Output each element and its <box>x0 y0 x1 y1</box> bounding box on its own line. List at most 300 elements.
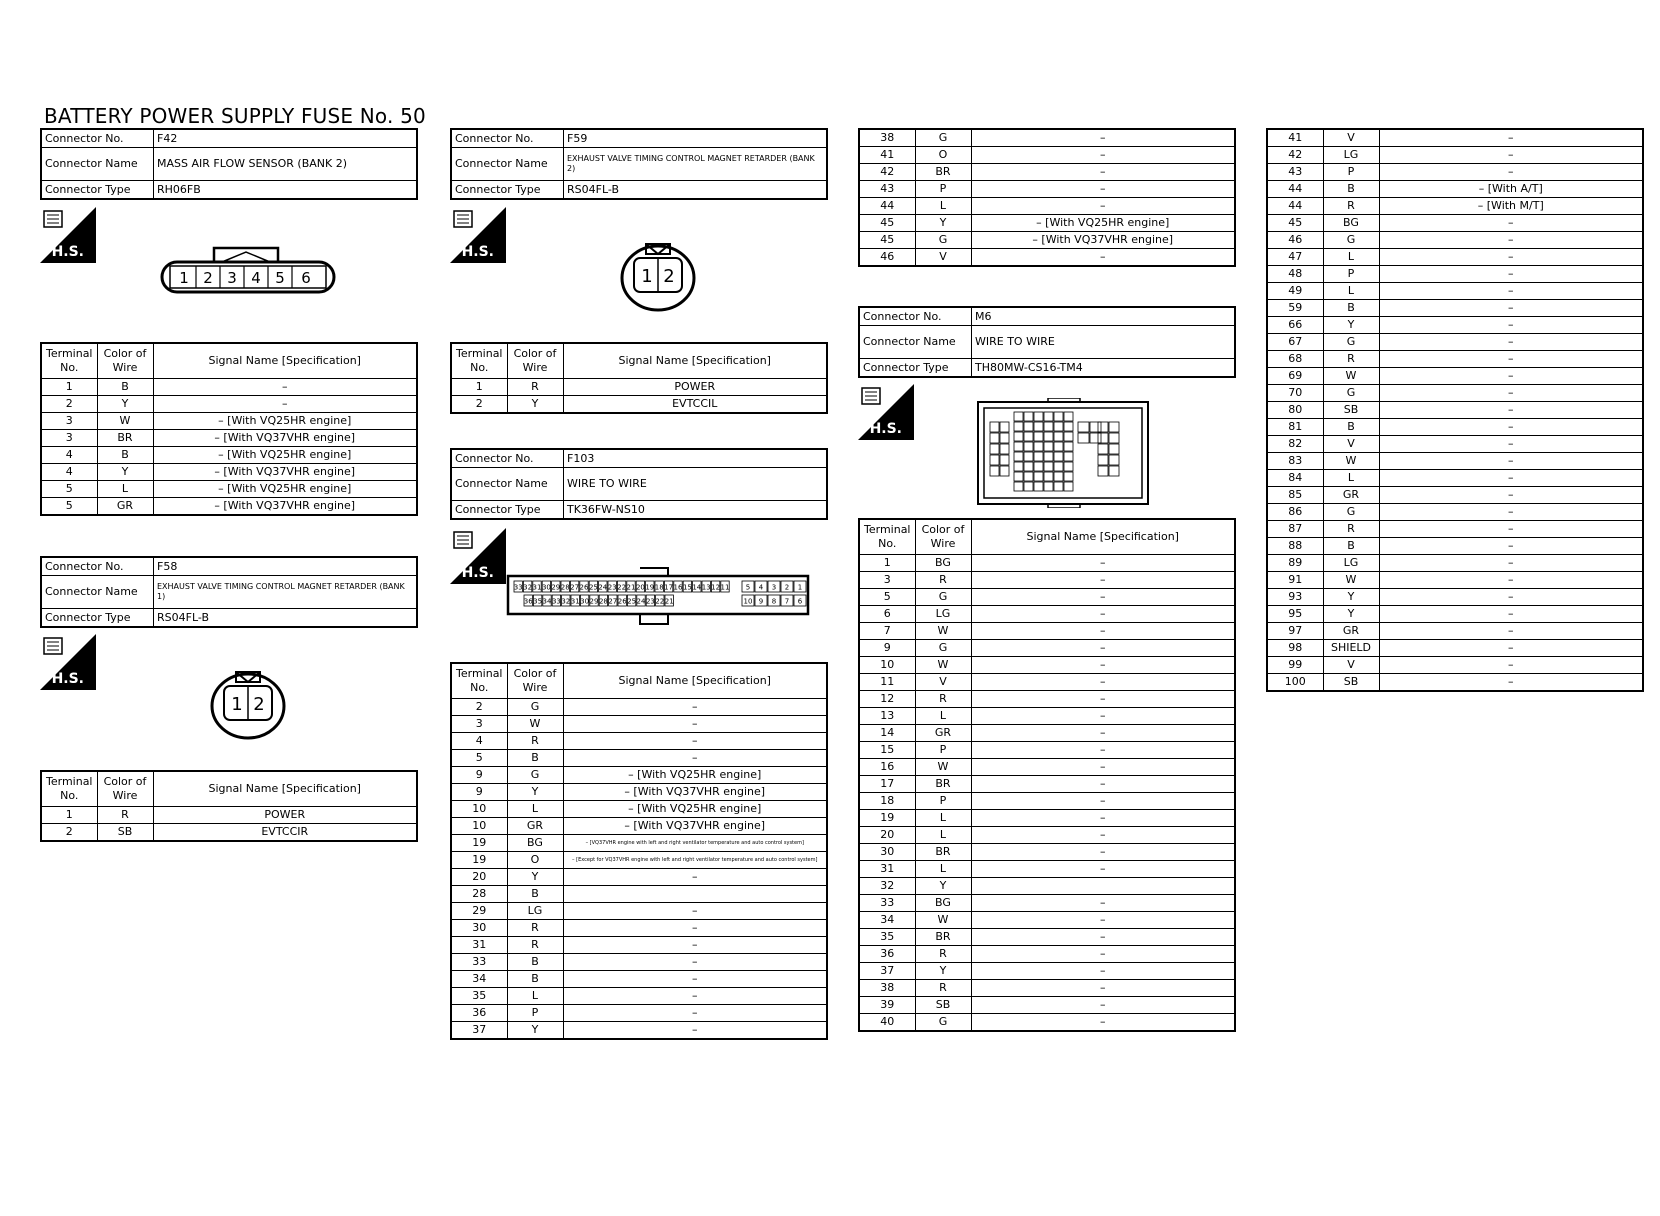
signal-name-cell: – <box>971 776 1235 793</box>
table-row <box>859 1014 1235 1032</box>
wire-color-cell: L <box>915 708 971 725</box>
wire-color-cell: L <box>1323 249 1379 266</box>
signal-name-cell: – [With VQ25HR engine] <box>153 413 417 430</box>
terminal-no-cell: 41 <box>1267 129 1323 147</box>
terminal-no-cell: 1 <box>41 807 97 824</box>
terminal-no-cell: 47 <box>1267 249 1323 266</box>
signal-name-cell <box>563 886 827 903</box>
terminal-no-cell: 95 <box>1267 606 1323 623</box>
terminal-no-cell: 82 <box>1267 436 1323 453</box>
terminal-no-cell: 66 <box>1267 317 1323 334</box>
cavity-cell <box>990 466 999 476</box>
signal-name-cell: – [With VQ25HR engine] <box>971 215 1235 232</box>
signal-name-cell: – <box>1379 419 1643 436</box>
cavity-cell <box>1014 442 1023 451</box>
wire-color-cell: G <box>1323 504 1379 521</box>
wire-color-cell: GR <box>1323 623 1379 640</box>
table-row <box>451 750 827 767</box>
terminal-no-cell: 97 <box>1267 623 1323 640</box>
wire-color-cell: L <box>1323 283 1379 300</box>
signal-name-cell: – <box>563 869 827 886</box>
cavity-cell <box>1044 452 1053 461</box>
wire-color-cell: L <box>915 198 971 215</box>
wire-color-cell: B <box>507 971 563 988</box>
label-connector-no: Connector No. <box>859 307 972 326</box>
pin-label: 34 <box>542 597 552 606</box>
signal-name-cell: – <box>1379 164 1643 181</box>
terminal-no-cell: 19 <box>859 810 915 827</box>
pin-label: 1 <box>231 694 243 715</box>
terminal-table-f103 <box>450 662 828 1040</box>
terminal-table-f59 <box>450 342 828 414</box>
label-connector-type: Connector Type <box>41 181 154 200</box>
table-row <box>859 844 1235 861</box>
signal-name-cell: – <box>971 657 1235 674</box>
signal-name-cell: – <box>563 1005 827 1022</box>
cavity-cell <box>1014 422 1023 431</box>
terminal-no-cell: 99 <box>1267 657 1323 674</box>
table-row <box>1267 181 1643 198</box>
pin-label: 29 <box>589 597 599 606</box>
table-row <box>859 198 1235 215</box>
table-row <box>859 674 1235 691</box>
wire-color-cell: R <box>1323 521 1379 538</box>
wire-color-cell: B <box>1323 300 1379 317</box>
wire-color-cell: G <box>1323 334 1379 351</box>
pin-label: 1 <box>179 269 189 287</box>
signal-name-cell: – <box>971 249 1235 267</box>
signal-name-cell: – <box>1379 317 1643 334</box>
connector-info-f58 <box>40 556 418 628</box>
wire-color-cell: R <box>507 920 563 937</box>
table-row <box>451 818 827 835</box>
signal-name-cell: – <box>1379 640 1643 657</box>
wire-color-cell: R <box>1323 351 1379 368</box>
signal-name-cell: – <box>1379 402 1643 419</box>
wire-color-cell: Y <box>1323 317 1379 334</box>
cavity-cell <box>1109 444 1119 454</box>
table-row <box>1267 589 1643 606</box>
cavity-cell <box>1054 452 1063 461</box>
label-connector-no: Connector No. <box>41 129 154 148</box>
terminal-no-cell: 84 <box>1267 470 1323 487</box>
table-row <box>859 980 1235 997</box>
pin-label: 22 <box>617 583 627 592</box>
terminal-no-cell: 69 <box>1267 368 1323 385</box>
terminal-no-cell: 42 <box>1267 147 1323 164</box>
terminal-no-cell: 86 <box>1267 504 1323 521</box>
pin-label: 26 <box>617 597 627 606</box>
cavity-cell <box>1044 432 1053 441</box>
terminal-no-cell: 4 <box>41 464 97 481</box>
connector-face-f58 <box>208 668 288 740</box>
pin-label: 24 <box>636 597 646 606</box>
cavity-cell <box>1098 422 1108 432</box>
signal-name-cell: – <box>563 903 827 920</box>
harness-side-icon <box>40 634 96 690</box>
table-row <box>859 725 1235 742</box>
cavity-cell <box>1078 422 1089 432</box>
terminal-no-cell: 10 <box>451 801 507 818</box>
signal-name-cell: – <box>971 997 1235 1014</box>
signal-name-cell: – <box>1379 385 1643 402</box>
connector-no-value: F58 <box>154 557 418 576</box>
pin-label: 2 <box>784 583 790 592</box>
table-row <box>1267 606 1643 623</box>
signal-name-cell: – <box>563 988 827 1005</box>
wire-color-cell: R <box>915 946 971 963</box>
signal-name-cell: – <box>1379 504 1643 521</box>
table-row <box>859 793 1235 810</box>
signal-name-cell: – <box>1379 334 1643 351</box>
cavity-cell <box>1044 442 1053 451</box>
cavity-cell <box>1034 452 1043 461</box>
pin-label: 11 <box>720 583 730 592</box>
pin-label: 25 <box>627 597 637 606</box>
label-connector-name: Connector Name <box>859 326 972 359</box>
wire-color-cell: SB <box>1323 674 1379 692</box>
cavity-cell <box>1064 432 1073 441</box>
signal-name-cell: – <box>971 606 1235 623</box>
signal-name-cell: – <box>1379 572 1643 589</box>
terminal-no-cell: 15 <box>859 742 915 759</box>
signal-name-cell: – <box>1379 555 1643 572</box>
cavity-cell <box>1098 455 1108 465</box>
signal-name-cell: – [With VQ37VHR engine] <box>153 498 417 516</box>
table-row <box>1267 521 1643 538</box>
signal-name-cell: – <box>1379 436 1643 453</box>
wire-color-cell: Y <box>97 396 153 413</box>
terminal-no-cell: 38 <box>859 980 915 997</box>
wire-color-cell: V <box>915 674 971 691</box>
pin-label: 1 <box>641 266 653 287</box>
table-row <box>859 640 1235 657</box>
pin-label: 23 <box>607 583 617 592</box>
label-connector-type: Connector Type <box>451 181 564 200</box>
terminal-no-cell: 12 <box>859 691 915 708</box>
pin-label: 18 <box>654 583 664 592</box>
cavity-cell <box>1014 432 1023 441</box>
wire-color-cell: GR <box>1323 487 1379 504</box>
cavity-cell <box>1024 412 1033 421</box>
terminal-no-cell: 5 <box>859 589 915 606</box>
signal-name-cell: – <box>1379 589 1643 606</box>
hs-label: H.S. <box>461 565 494 581</box>
table-row <box>859 657 1235 674</box>
signal-name-cell: – <box>971 129 1235 147</box>
pin-label: 15 <box>682 583 692 592</box>
terminal-no-cell: 10 <box>859 657 915 674</box>
header-color-of-wire: Color of Wire <box>97 771 153 807</box>
terminal-no-cell: 32 <box>859 878 915 895</box>
cavity-cell <box>1090 433 1101 443</box>
signal-name-cell: – <box>1379 487 1643 504</box>
terminal-no-cell: 5 <box>451 750 507 767</box>
wire-color-cell: G <box>915 232 971 249</box>
pin-label: 3 <box>227 269 237 287</box>
terminal-no-cell: 59 <box>1267 300 1323 317</box>
cavity-cell <box>1014 482 1023 491</box>
pin-label: 6 <box>301 269 311 287</box>
wire-color-cell: Y <box>1323 589 1379 606</box>
cavity-cell <box>1024 452 1033 461</box>
signal-name-cell: – <box>1379 215 1643 232</box>
wire-color-cell: W <box>507 716 563 733</box>
cavity-cell <box>1044 482 1053 491</box>
pin-label: 3 <box>771 583 777 592</box>
table-row <box>1267 674 1643 692</box>
table-row <box>1267 164 1643 181</box>
signal-name-cell: – <box>971 674 1235 691</box>
pin-label: 28 <box>560 583 570 592</box>
pin-label: 30 <box>541 583 551 592</box>
terminal-no-cell: 35 <box>451 988 507 1005</box>
wire-color-cell: G <box>1323 232 1379 249</box>
wire-color-cell: L <box>507 801 563 818</box>
wire-color-cell: BG <box>915 555 971 572</box>
label-connector-name: Connector Name <box>41 576 154 609</box>
signal-name-cell: – <box>971 810 1235 827</box>
table-row <box>1267 232 1643 249</box>
wire-color-cell: Y <box>97 464 153 481</box>
table-row <box>1267 487 1643 504</box>
signal-name-cell: – <box>1379 351 1643 368</box>
terminal-no-cell: 2 <box>41 396 97 413</box>
table-row <box>859 181 1235 198</box>
wire-color-cell: R <box>1323 198 1379 215</box>
signal-name-cell: – <box>971 895 1235 912</box>
table-row <box>451 903 827 920</box>
terminal-no-cell: 44 <box>1267 198 1323 215</box>
terminal-no-cell: 46 <box>1267 232 1323 249</box>
label-connector-no: Connector No. <box>41 557 154 576</box>
pin-label: 23 <box>645 597 655 606</box>
wire-color-cell: W <box>915 657 971 674</box>
pin-label: 4 <box>758 583 764 592</box>
cavity-cell <box>1000 466 1009 476</box>
signal-name-cell: – <box>971 827 1235 844</box>
signal-name-cell: – <box>971 147 1235 164</box>
table-row <box>451 852 827 869</box>
connector-info-f42 <box>40 128 418 200</box>
signal-name-cell: – <box>563 1022 827 1040</box>
wire-color-cell: Y <box>507 869 563 886</box>
cavity-cell <box>990 422 999 432</box>
signal-name-cell: – <box>971 572 1235 589</box>
signal-name-cell: – <box>1379 129 1643 147</box>
table-row <box>1267 147 1643 164</box>
table-row <box>1267 129 1643 147</box>
wire-color-cell: G <box>1323 385 1379 402</box>
signal-name-cell: – <box>971 164 1235 181</box>
signal-name-cell: – <box>971 912 1235 929</box>
cavity-cell <box>1034 432 1043 441</box>
terminal-no-cell: 1 <box>859 555 915 572</box>
pin-label: 31 <box>570 597 580 606</box>
wire-color-cell: Y <box>915 878 971 895</box>
signal-name-cell: – <box>1379 623 1643 640</box>
wire-color-cell: V <box>1323 436 1379 453</box>
cavity-cell <box>1034 422 1043 431</box>
terminal-no-cell: 3 <box>41 430 97 447</box>
terminal-no-cell: 45 <box>859 215 915 232</box>
terminal-no-cell: 9 <box>451 767 507 784</box>
pin-label: 26 <box>579 583 589 592</box>
pin-label: 29 <box>551 583 561 592</box>
signal-name-cell: – <box>971 742 1235 759</box>
signal-name-cell: – <box>1379 368 1643 385</box>
table-row <box>41 807 417 824</box>
label-connector-name: Connector Name <box>451 148 564 181</box>
cavity-cell <box>1024 462 1033 471</box>
signal-name-cell: – [With VQ25HR engine] <box>153 481 417 498</box>
pin-label: 16 <box>673 583 683 592</box>
cavity-cell <box>1064 422 1073 431</box>
wire-color-cell: G <box>915 129 971 147</box>
signal-name-cell: – <box>1379 453 1643 470</box>
wire-color-cell: R <box>507 379 563 396</box>
table-row <box>859 129 1235 147</box>
cavity-cell <box>990 444 999 454</box>
signal-name-cell: – <box>153 396 417 413</box>
connector-type-value: RH06FB <box>154 181 418 200</box>
wire-color-cell: W <box>915 623 971 640</box>
cavity-cell <box>1034 412 1043 421</box>
connector-face-f103 <box>506 566 812 626</box>
terminal-no-cell: 9 <box>451 784 507 801</box>
cavity-cell <box>1098 466 1108 476</box>
wire-color-cell: P <box>507 1005 563 1022</box>
table-row <box>1267 385 1643 402</box>
header-terminal-no: Terminal No. <box>41 771 97 807</box>
connector-name-value: EXHAUST VALVE TIMING CONTROL MAGNET RETARDER (BANK 2) <box>564 148 828 181</box>
connector-face-f42 <box>160 244 336 306</box>
wire-color-cell: LG <box>915 606 971 623</box>
connector-no-value: M6 <box>972 307 1236 326</box>
terminal-no-cell: 16 <box>859 759 915 776</box>
signal-name-cell: – <box>1379 249 1643 266</box>
terminal-no-cell: 17 <box>859 776 915 793</box>
signal-name-cell: – <box>563 699 827 716</box>
pin-label: 2 <box>663 266 675 287</box>
header-signal-name: Signal Name [Specification] <box>971 519 1235 555</box>
signal-name-cell: – <box>153 379 417 396</box>
pin-label: 24 <box>598 583 608 592</box>
terminal-no-cell: 30 <box>451 920 507 937</box>
table-row <box>41 481 417 498</box>
signal-name-cell: – <box>1379 232 1643 249</box>
terminal-no-cell: 19 <box>451 852 507 869</box>
header-color-of-wire: Color of Wire <box>97 343 153 379</box>
table-row <box>1267 198 1643 215</box>
hs-label: H.S. <box>51 244 84 260</box>
terminal-no-cell: 29 <box>451 903 507 920</box>
wire-color-cell: L <box>915 827 971 844</box>
terminal-no-cell: 43 <box>859 181 915 198</box>
connector-type-value: RS04FL-B <box>564 181 828 200</box>
terminal-no-cell: 5 <box>41 498 97 516</box>
cavity-cell <box>990 433 999 443</box>
cavity-cell <box>1054 442 1063 451</box>
signal-name-cell: – [With VQ25HR engine] <box>563 801 827 818</box>
table-row <box>1267 538 1643 555</box>
wire-color-cell: GR <box>507 818 563 835</box>
header-color-of-wire: Color of Wire <box>507 663 563 699</box>
table-row <box>859 827 1235 844</box>
connector-name-value: EXHAUST VALVE TIMING CONTROL MAGNET RETARDER (BANK 1) <box>154 576 418 609</box>
cavity-cell <box>1034 472 1043 481</box>
wire-color-cell: SB <box>915 997 971 1014</box>
pin-label: 17 <box>664 583 674 592</box>
terminal-no-cell: 9 <box>859 640 915 657</box>
wire-color-cell: V <box>1323 657 1379 674</box>
wire-color-cell: LG <box>1323 147 1379 164</box>
terminal-no-cell: 44 <box>1267 181 1323 198</box>
table-row <box>41 396 417 413</box>
terminal-no-cell: 45 <box>859 232 915 249</box>
cavity-cell <box>1054 482 1063 491</box>
terminal-no-cell: 38 <box>859 129 915 147</box>
terminal-no-cell: 44 <box>859 198 915 215</box>
table-row <box>859 946 1235 963</box>
terminal-no-cell: 93 <box>1267 589 1323 606</box>
signal-name-cell: – <box>1379 266 1643 283</box>
signal-name-cell: – [Except for VQ37VHR engine with left and right ventilator temperature and auto control system] <box>563 852 827 869</box>
wire-color-cell: Y <box>507 396 563 414</box>
terminal-no-cell: 37 <box>859 963 915 980</box>
pin-label: 28 <box>598 597 608 606</box>
terminal-no-cell: 98 <box>1267 640 1323 657</box>
table-row <box>451 869 827 886</box>
wire-color-cell: W <box>97 413 153 430</box>
connector-no-value: F42 <box>154 129 418 148</box>
cavity-cell <box>1054 472 1063 481</box>
pin-label: 35 <box>533 597 543 606</box>
wire-color-cell: Y <box>915 215 971 232</box>
label-connector-type: Connector Type <box>859 359 972 378</box>
terminal-no-cell: 70 <box>1267 385 1323 402</box>
signal-name-cell: – [With VQ37VHR engine] <box>563 818 827 835</box>
table-row <box>451 784 827 801</box>
cavity-cell <box>1064 412 1073 421</box>
terminal-no-cell: 85 <box>1267 487 1323 504</box>
terminal-no-cell: 7 <box>859 623 915 640</box>
terminal-no-cell: 30 <box>859 844 915 861</box>
signal-name-cell: POWER <box>563 379 827 396</box>
signal-name-cell: – <box>1379 538 1643 555</box>
pin-label: 36 <box>523 597 533 606</box>
terminal-no-cell: 2 <box>41 824 97 842</box>
wire-color-cell: R <box>507 937 563 954</box>
wire-color-cell: Y <box>507 1022 563 1040</box>
wire-color-cell: V <box>1323 129 1379 147</box>
wire-color-cell: B <box>1323 538 1379 555</box>
pin-label: 30 <box>580 597 590 606</box>
pin-label: 21 <box>664 597 674 606</box>
signal-name-cell: – <box>971 1014 1235 1032</box>
table-row <box>859 776 1235 793</box>
table-row <box>1267 317 1643 334</box>
cavity-cell <box>1098 444 1108 454</box>
wire-color-cell: G <box>507 767 563 784</box>
hs-label: H.S. <box>869 421 902 437</box>
table-row <box>859 691 1235 708</box>
wire-color-cell: SB <box>97 824 153 842</box>
pin-label: 2 <box>253 694 265 715</box>
label-connector-name: Connector Name <box>41 148 154 181</box>
terminal-no-cell: 13 <box>859 708 915 725</box>
signal-name-cell: – <box>1379 147 1643 164</box>
